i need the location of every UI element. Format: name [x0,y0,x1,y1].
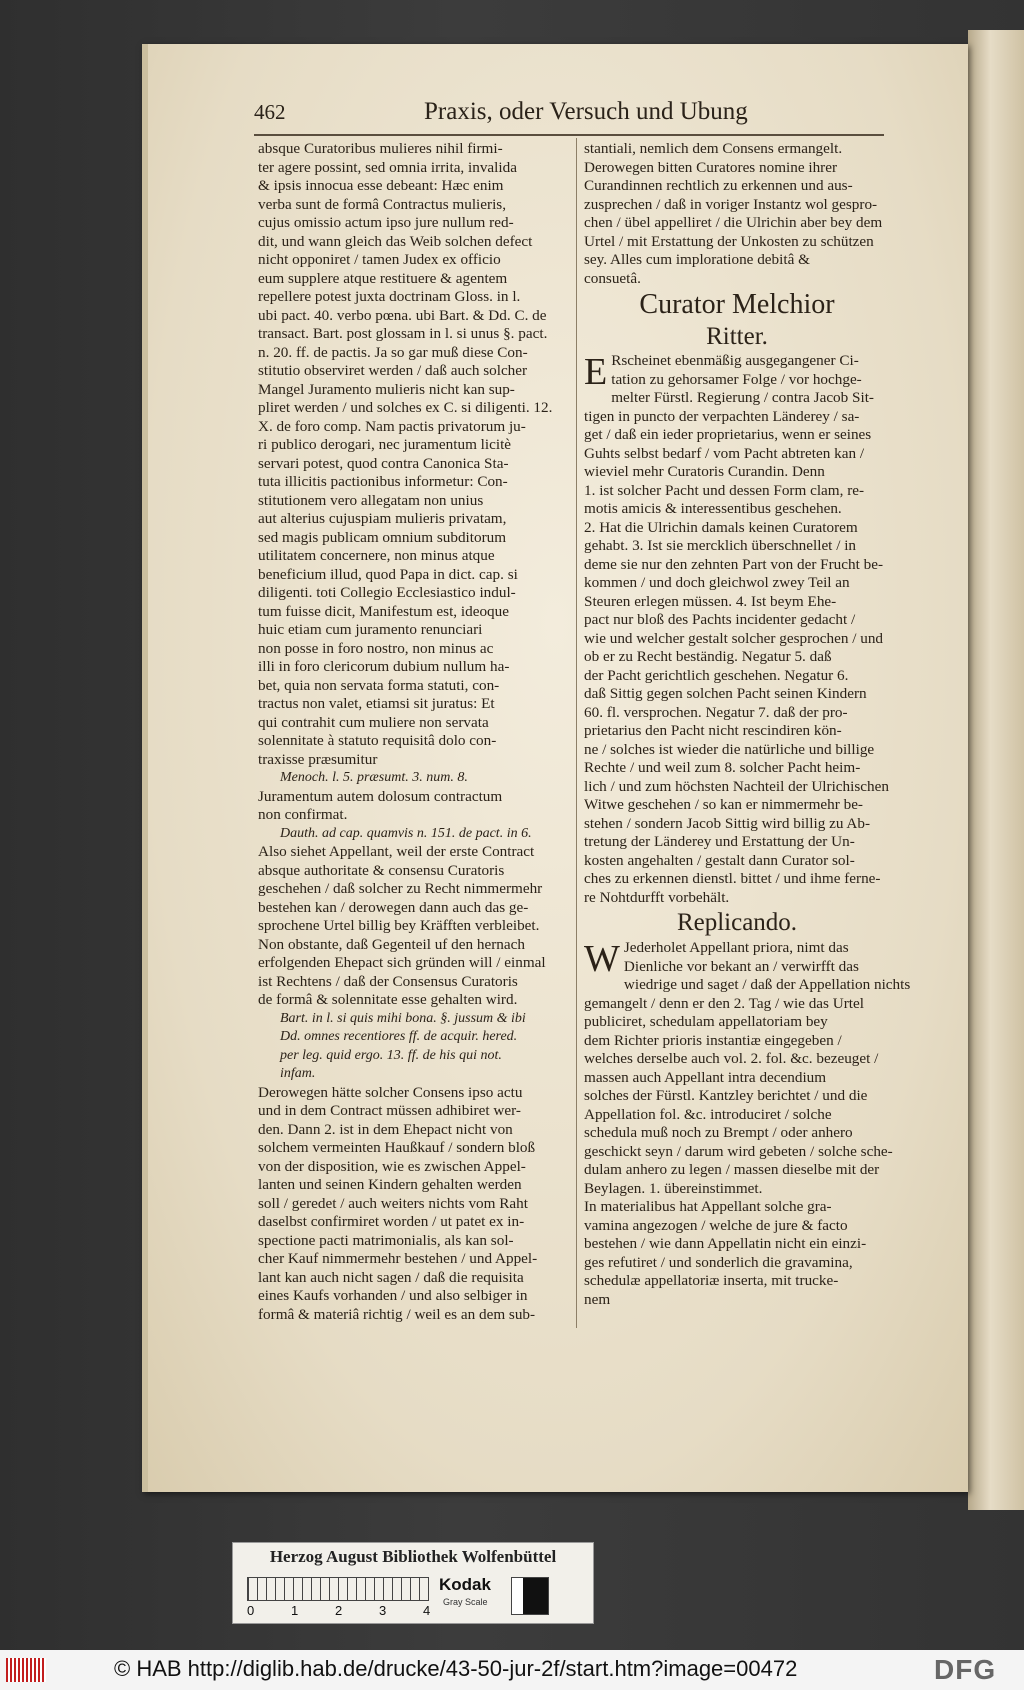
text-line: qui contrahit cum muliere non servata [258,713,489,731]
text-line: geschehen / daß solcher zu Recht nimmermehr [258,880,543,897]
text-line: stehen / sondern Jacob Sittig wird billig zu Ab- [584,814,870,832]
text-line: X. de foro comp. Nam pactis privatorum ju- [258,417,526,435]
text-line: bet, quia non servata forma statuti, con- [258,676,500,694]
citation-line: infam. [280,1066,316,1081]
citation-line: per leg. quid ergo. 13. ff. de his qui not. [280,1047,502,1063]
text-line: get / daß ein ieder proprietarius, wenn er seines [584,426,872,443]
ruler-scale [247,1577,429,1601]
text-line: cujus omissio actum ipso jure nullum red- [258,214,514,231]
left-column [258,140,570,1324]
left-text-block [258,1084,570,1325]
text-line: pact nur bloß des Pachts incidenter gedacht / [584,611,856,628]
barcode-icon [6,1658,46,1682]
section-heading: Replicando. [676,909,798,936]
text-line: utilitatem concernere, non minus atque [258,547,495,564]
text-line: ter agere possint, sed omnia irrita, invalida [258,158,517,176]
column-divider [576,138,577,1328]
text-line: zusprechen / daß in voriger Instantz wol gespro- [584,195,878,213]
text-line: publiciret, schedulam appellatoriam bey [584,1013,828,1030]
text-line: melter Fürstl. Regierung / contra Jacob Sit- [611,389,874,406]
text-line: sey. Alles cum imploratione debitâ & [584,251,810,268]
text-line: cher Kauf nimmermehr bestehen / und Appel- [258,1250,538,1267]
text-line: Also siehet Appellant, weil der erste Contract [258,843,535,860]
scale-number: 2 [335,1603,343,1618]
text-line: solchem vermeinten Haußkauf / sondern bloß [258,1139,536,1156]
text-line: 60. fl. versprochen. Negatur 7. daß der pro- [584,703,848,721]
text-line: consuetâ. [584,269,641,287]
citation: Menoch. l. 5. præsumt. 3. num. 8. [280,770,468,785]
right-text-block [584,352,890,907]
text-line: massen auch Appellant intra decendium [584,1068,827,1086]
running-title: Praxis, oder Versuch und Ubung [424,98,748,125]
text-line: Steuren erlegen müssen. 4. Ist beym Ehe- [584,592,837,610]
text-line: absque authoritate & consensu Curatoris [258,861,505,879]
text-line: absque Curatoribus mulieres nihil firmi- [258,140,503,157]
text-line: wiedrige und saget / daß der Appellation nichts [623,976,911,993]
text-line: & ipsis innocua esse debeant: Hæc enim [258,177,504,194]
text-line: ob er zu Recht beständig. Negatur 5. daß [584,648,832,665]
text-line: stantiali, nemlich dem Consens ermangelt. [584,140,843,157]
left-text-block [258,788,570,825]
right-text-block [584,140,890,288]
text-line: lanten und seinen Kindern gehalten werden [258,1176,522,1193]
section-heading: Curator Melchior [639,289,835,320]
library-color-card [232,1542,594,1624]
text-line: sprochene Urtel billig bey Kräfften verbleibet. [258,917,540,934]
text-line: erfolgenden Ehepact sich gründen will / einmal [258,954,546,971]
text-line: solennitate à statuto requisitâ dolo con- [258,732,497,749]
text-line: Rechte / und weil zum 8. solcher Pacht heim- [584,759,861,776]
text-line: schedulæ appellatoriæ inserta, mit trucke- [584,1272,839,1289]
paragraph [584,352,890,907]
text-line: servari potest, quod contra Canonica Sta- [258,454,509,472]
text-line: n. 20. ff. de pactis. Ja so gar muß diese Con- [258,343,528,361]
text-line: sed magis publicam omnium subditorum [258,528,507,546]
text-line: Jederholet Appellant priora, nimt das [623,939,849,956]
text-line: Dienliche vor bekant an / verwirfft das [623,957,859,975]
text-line: verba sunt de formâ Contractus mulieris, [258,195,506,213]
text-line: tigen in puncto der verpachten Länderey / sa- [584,407,860,425]
text-line: Derowegen bitten Curatores nomine ihrer [584,158,838,176]
text-line: geschickt seyn / darum wird gebeten / solche sche- [584,1142,893,1160]
text-line: Non obstante, daß Gegenteil uf den hernach [258,935,525,953]
adjacent-page-edge [968,30,1024,1510]
text-line: tation zu gehorsamer Folge / vor hochge- [611,370,862,388]
text-line: In materialibus hat Appellant solche gra- [584,1198,832,1215]
text-line: de formâ & solennitate esse gehalten wird. [258,991,518,1008]
text-line: eines Kaufs vorhanden / und also selbiger in [258,1287,528,1304]
text-line: Rscheinet ebenmäßig ausgegangener Ci- [611,352,859,369]
text-line: lich / und zum höchsten Nachteil der Ulrichischen [584,777,889,795]
text-line: traxisse præsumitur [258,750,378,768]
text-line: ges refutiret / und sonderlich die gravamina, [584,1253,853,1271]
text-line: vamina angezogen / welche de jure & facto [584,1216,848,1234]
text-line: Curandinnen rechtlich zu erkennen und aus- [584,177,853,194]
text-line: daß Sittig gegen solchen Pacht seinen Kindern [584,685,867,702]
text-line: kommen / und doch gleichwol zwey Teil an [584,574,850,591]
text-line: ist Rechtens / daß der Consensus Curatoris [258,972,518,990]
text-line: diligenti. toti Collegio Ecclesiastico indul- [258,584,516,601]
text-line: illi in foro clericorum dubium nullum ha- [258,658,510,675]
citation-line: Dd. omnes recentiores ff. de acquir. hered. [280,1029,518,1044]
left-text-block [258,140,570,769]
text-line: ches zu erkennen dienstl. bittet / und ihme ferne- [584,870,881,887]
scale-number: 3 [379,1603,387,1618]
text-line: repellere potest juxta doctrinam Gloss. in l. [258,288,521,305]
text-line: Appellation fol. &c. introduciret / solche [584,1105,832,1123]
text-line: schedula muß noch zu Brempt / oder anhero [584,1124,853,1141]
text-line: daselbst confirmiret worden / ut patet ex in- [258,1213,525,1230]
text-line: motis amicis & interessentibus geschehen. [584,500,842,517]
text-line: pliret werden / und solches ex C. si diligenti. 12. [258,399,553,416]
text-line: tractus non valet, etiamsi sit juratus: Et [258,695,495,712]
text-line: transact. Bart. post glossam in l. si unus §. pact. [258,325,548,342]
text-line: wie und welcher gestalt solcher gesprochen / und [584,629,884,647]
scale-number: 0 [247,1603,255,1618]
text-line: deme sie nur den zehnten Part von der Frucht be- [584,555,884,573]
text-line: stitutionem vero allegatam non unius [258,491,484,509]
text-line: der Pacht gerichtlich geschehen. Negatur 6. [584,666,849,684]
text-line: nicht opponiret / tamen Judex ex officio [258,251,501,268]
page-number: 462 [254,100,286,124]
text-line: welches derselbe auch vol. 2. fol. &c. bezeuget / [584,1050,879,1067]
text-line: dit, und wann gleich das Weib solchen defect [258,232,533,250]
kodak-logo: Kodak [439,1575,491,1594]
library-name: Herzog August Bibliothek Wolfenbüttel [269,1547,557,1566]
drop-capital: W [584,938,620,980]
text-line: 1. ist solcher Pacht und dessen Form clam, re- [584,481,865,499]
gray-scale-label: Gray Scale [443,1597,488,1607]
footer-bar [0,1650,1024,1690]
text-line: 2. Hat die Ulrichin damals keinen Curatorem [584,518,858,536]
text-line: prietarius den Pacht nicht rescindiren kön- [584,722,842,739]
text-line: aut alterius cujuspiam mulieris privatam, [258,510,507,527]
drop-capital: E [584,351,608,393]
text-line: soll / geredet / auch weiters nichts vom Raht [258,1194,528,1212]
text-line: formâ & materiâ richtig / weil es an dem sub- [258,1305,536,1323]
header-rule [254,134,884,136]
text-line: bestehen kan / derowegen dann auch das ge- [258,898,529,916]
citation-block [258,1010,570,1084]
text-line: huic etiam cum juramento renunciari [258,621,483,638]
text-line: tuta illicitis pactionibus informetur: Con- [258,473,508,490]
text-line: ri publico derogari, nec juramentum licitè [258,436,512,453]
text-line: Derowegen hätte solcher Consens ipso actu [258,1083,523,1101]
citation-line: Bart. in l. si quis mihi bona. §. jussum & ibi [280,1010,526,1026]
text-line: Beylagen. 1. übereinstimmet. [584,1179,763,1197]
page-gutter [142,44,148,1492]
text-line: bestehen / wie dann Appellatin nicht ein einzi- [584,1235,867,1252]
text-line: von der disposition, wie es zwischen Appel- [258,1157,526,1175]
text-line: tretung der Länderey und Erstattung der Un- [584,833,855,850]
right-column [584,140,911,1309]
text-line: kosten angehalten / gestalt dann Curator sol- [584,851,855,869]
text-line: ne / solches ist wieder die natürliche und billige [584,740,875,758]
footer-url[interactable]: © HAB http://diglib.hab.de/drucke/43-50-jur-2f/start.htm?image=00472 [114,1656,798,1681]
paragraph [584,938,911,1309]
text-line: ubi pact. 40. verbo pœna. ubi Bart. & Dd. C. de [258,306,547,324]
text-line: chen / übel appelliret / die Ulrichin aber bey dem [584,214,883,231]
text-line: lant kan auch nicht sagen / daß die requisita [258,1268,524,1286]
scale-number: 4 [423,1603,431,1618]
text-line: Witwe geschehen / so kan er nimmermehr be- [584,796,863,813]
scale-number: 1 [291,1603,299,1618]
text-line: eum supplere atque restituere & agentem [258,269,508,287]
text-line: gehabt. 3. Ist sie mercklich überschnellet / in [584,537,857,554]
text-line: re Nohtdurfft vorbehält. [584,888,730,906]
dfg-logo: DFG [934,1654,997,1685]
citation: Dauth. ad cap. quamvis n. 151. de pact. in 6. [280,825,532,841]
text-line: wieviel mehr Curatoris Curandin. Denn [584,463,825,480]
text-line: spectione pacti matrimonialis, als kan sol- [258,1231,514,1249]
text-line: Guhts selbst bedarf / vom Pacht abtreten kan / [584,444,865,462]
text-line: stitutio observiret werden / daß auch solcher [258,362,528,379]
text-line: beneficium illud, quod Papa in dict. cap. si [258,565,518,583]
right-text-block [584,939,911,1309]
gray-patch [511,1577,549,1615]
text-line: non posse in foro nostro, non minus ac [258,639,494,657]
section-subheading: Ritter. [706,323,768,350]
left-text-block [258,843,570,1010]
text-line: und in dem Contract müssen adhibiret wer- [258,1102,521,1119]
text-line: nem [584,1290,611,1308]
text-line: Juramentum autem dolosum contractum [258,787,503,805]
text-line: den. Dann 2. ist in dem Ehepact nicht von [258,1120,513,1138]
text-line: Urtel / mit Erstattung der Unkosten zu schützen [584,232,874,250]
text-line: gemangelt / denn er den 2. Tag / wie das Urtel [584,994,864,1012]
text-line: non confirmat. [258,806,348,823]
text-line: solches der Fürstl. Kantzley berichtet / und die [584,1087,868,1104]
text-line: tum fuisse dicit, Manifestum est, ideoque [258,602,509,620]
text-line: dulam anhero zu legen / massen dieselbe mit der [584,1161,880,1178]
text-line: Mangel Juramento mulieris nicht kan sup- [258,380,515,398]
text-line: dem Richter prioris instantiæ eingegeben / [584,1031,842,1049]
page-header [254,98,894,132]
